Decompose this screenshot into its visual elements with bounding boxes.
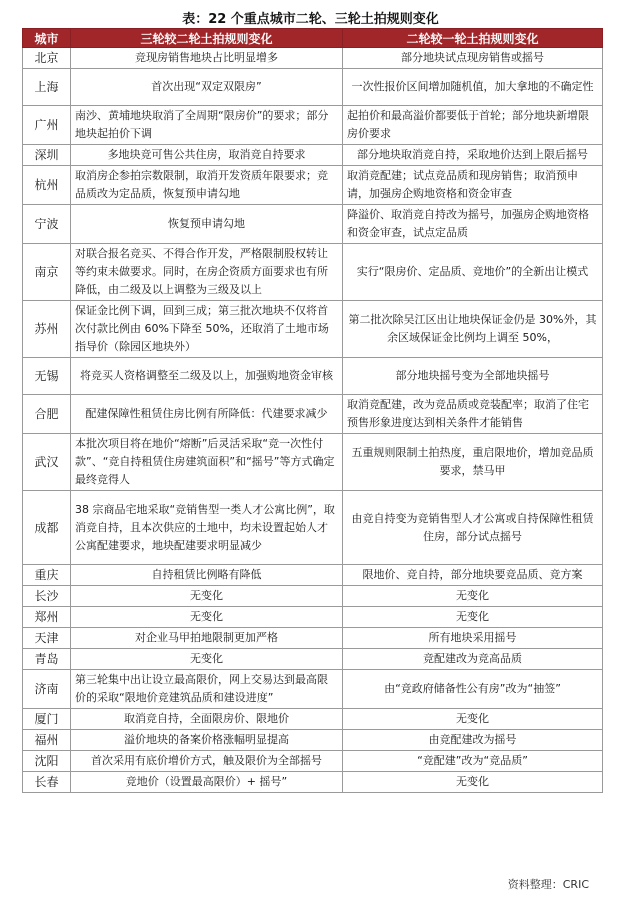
- city-cell: 北京: [23, 48, 71, 69]
- second-vs-first-cell: 部分地块试点现房销售或摇号: [343, 48, 603, 69]
- table-row: [23, 395, 603, 434]
- second-vs-first-cell: 一次性报价区间增加随机值，加大拿地的不确定性: [343, 69, 603, 106]
- table-row: [23, 434, 603, 491]
- table-row: [23, 106, 603, 145]
- second-vs-first-cell: 五重规则限制土拍热度，重启限地价，增加竞品质要求，禁马甲: [343, 434, 603, 491]
- city-cell: 青岛: [23, 649, 71, 670]
- city-cell: 杭州: [23, 166, 71, 205]
- third-vs-second-cell: 自持租赁比例略有降低: [71, 565, 343, 586]
- table-row: [23, 145, 603, 166]
- table-row: [23, 565, 603, 586]
- third-vs-second-cell: 对企业马甲拍地限制更加严格: [71, 628, 343, 649]
- third-vs-second-cell: 首次出现“双定双限房”: [71, 69, 343, 106]
- second-vs-first-cell: 降溢价、取消竞自持改为摇号，加强房企购地资格和资金审查，试点定品质: [343, 205, 603, 244]
- third-vs-second-cell: 竞现房销售地块占比明显增多: [71, 48, 343, 69]
- rules-table: [22, 28, 603, 793]
- second-vs-first-cell: 由竞自持变为竞销售型人才公寓或自持保障性租赁住房，部分试点摇号: [343, 491, 603, 565]
- second-vs-first-cell: 无变化: [343, 607, 603, 628]
- table-row: [23, 649, 603, 670]
- second-vs-first-cell: 无变化: [343, 709, 603, 730]
- table-title: 表：22 个重点城市二轮、三轮土拍规则变化: [182, 12, 439, 27]
- city-cell: 南京: [23, 244, 71, 301]
- third-vs-second-cell: 无变化: [71, 586, 343, 607]
- header-third-vs-second: 三轮较二轮土拍规则变化: [71, 29, 343, 48]
- table-row: [23, 772, 603, 793]
- table-row: [23, 730, 603, 751]
- second-vs-first-cell: 限地价、竞自持，部分地块要竞品质、竞方案: [343, 565, 603, 586]
- table-row: [23, 709, 603, 730]
- city-cell: 合肥: [23, 395, 71, 434]
- table-row: [23, 358, 603, 395]
- source-note: 资料整理：CRIC: [507, 878, 589, 891]
- city-cell: 长沙: [23, 586, 71, 607]
- city-cell: 上海: [23, 69, 71, 106]
- third-vs-second-cell: 溢价地块的备案价格涨幅明显提高: [71, 730, 343, 751]
- table-row: [23, 301, 603, 358]
- header-second-vs-first: 二轮较一轮土拍规则变化: [343, 29, 603, 48]
- third-vs-second-cell: 将竞买人资格调整至二级及以上，加强购地资金审核: [71, 358, 343, 395]
- city-cell: 沈阳: [23, 751, 71, 772]
- table-row: [23, 491, 603, 565]
- table-row: [23, 628, 603, 649]
- city-cell: 武汉: [23, 434, 71, 491]
- third-vs-second-cell: 竞地价（设置最高限价）+ 摇号”: [71, 772, 343, 793]
- city-cell: 深圳: [23, 145, 71, 166]
- second-vs-first-cell: 实行“限房价、定品质、竞地价”的全新出让模式: [343, 244, 603, 301]
- table-row: [23, 48, 603, 69]
- city-cell: 天津: [23, 628, 71, 649]
- third-vs-second-cell: 无变化: [71, 607, 343, 628]
- table-body: [23, 48, 603, 793]
- third-vs-second-cell: 无变化: [71, 649, 343, 670]
- third-vs-second-cell: 本批次项目将在地价“熔断”后灵活采取“竞一次性付款”、“竞自持租赁住房建筑面积”和“摇号”等方式确定最终竞得人: [71, 434, 343, 491]
- city-cell: 福州: [23, 730, 71, 751]
- third-vs-second-cell: 首次采用有底价增价方式，触及限价为全部摇号: [71, 751, 343, 772]
- city-cell: 宁波: [23, 205, 71, 244]
- second-vs-first-cell: 由竞配建改为摇号: [343, 730, 603, 751]
- second-vs-first-cell: 无变化: [343, 586, 603, 607]
- third-vs-second-cell: 恢复预申请勾地: [71, 205, 343, 244]
- table-row: [23, 670, 603, 709]
- second-vs-first-cell: 部分地块取消竞自持，采取地价达到上限后摇号: [343, 145, 603, 166]
- third-vs-second-cell: 取消房企参拍宗数限制，取消开发资质年限要求；竞品质改为定品质，恢复预申请勾地: [71, 166, 343, 205]
- table-row: [23, 244, 603, 301]
- second-vs-first-cell: 起拍价和最高溢价都要低于首轮；部分地块新增限房价要求: [343, 106, 603, 145]
- second-vs-first-cell: 无变化: [343, 772, 603, 793]
- city-cell: 长春: [23, 772, 71, 793]
- third-vs-second-cell: 38 宗商品宅地采取“竞销售型一类人才公寓比例”，取消竞自持，且本次供应的土地中，均未设置起始人才公寓配建要求，地块配建要求明显减少: [71, 491, 343, 565]
- second-vs-first-cell: 竞配建改为竞高品质: [343, 649, 603, 670]
- city-cell: 苏州: [23, 301, 71, 358]
- third-vs-second-cell: 取消竞自持，全面限房价、限地价: [71, 709, 343, 730]
- city-cell: 成都: [23, 491, 71, 565]
- second-vs-first-cell: “竞配建”改为“竞品质”: [343, 751, 603, 772]
- third-vs-second-cell: 第三轮集中出让设立最高限价，网上交易达到最高限价的采取“限地价竞建筑品质和建设进度”: [71, 670, 343, 709]
- table-header-row: [23, 29, 603, 48]
- table-row: [23, 69, 603, 106]
- city-cell: 郑州: [23, 607, 71, 628]
- city-cell: 广州: [23, 106, 71, 145]
- city-cell: 济南: [23, 670, 71, 709]
- table-row: [23, 166, 603, 205]
- second-vs-first-cell: 由“竞政府储备性公有房”改为“抽签”: [343, 670, 603, 709]
- third-vs-second-cell: 对联合报名竞买、不得合作开发，严格限制股权转让等约束未做要求。同时，在房企资质方面要求也有所降低，由二级及以上调整为三级及以上: [71, 244, 343, 301]
- third-vs-second-cell: 保证金比例下调，回到三成；第三批次地块不仅将首次付款比例由 60%下降至 50%，还取消了土地市场指导价（除园区地块外）: [71, 301, 343, 358]
- third-vs-second-cell: 南沙、黄埔地块取消了全周期“限房价”的要求；部分地块起拍价下调: [71, 106, 343, 145]
- third-vs-second-cell: 多地块竞可售公共住房，取消竞自持要求: [71, 145, 343, 166]
- city-cell: 无锡: [23, 358, 71, 395]
- second-vs-first-cell: 第二批次除吴江区出让地块保证金仍是 30%外，其余区域保证金比例均上调至 50%，: [343, 301, 603, 358]
- table-row: [23, 607, 603, 628]
- table-row: [23, 586, 603, 607]
- second-vs-first-cell: 部分地块摇号变为全部地块摇号: [343, 358, 603, 395]
- second-vs-first-cell: 取消竞配建；试点竞品质和现房销售；取消预申请，加强房企购地资格和资金审查: [343, 166, 603, 205]
- second-vs-first-cell: 取消竞配建，改为竞品质或竞装配率；取消了住宅预售形象进度达到相关条件才能销售: [343, 395, 603, 434]
- city-cell: 重庆: [23, 565, 71, 586]
- second-vs-first-cell: 所有地块采用摇号: [343, 628, 603, 649]
- city-cell: 厦门: [23, 709, 71, 730]
- header-city: 城市: [23, 29, 71, 48]
- third-vs-second-cell: 配建保障性租赁住房比例有所降低：代建要求减少: [71, 395, 343, 434]
- table-row: [23, 205, 603, 244]
- table-row: [23, 751, 603, 772]
